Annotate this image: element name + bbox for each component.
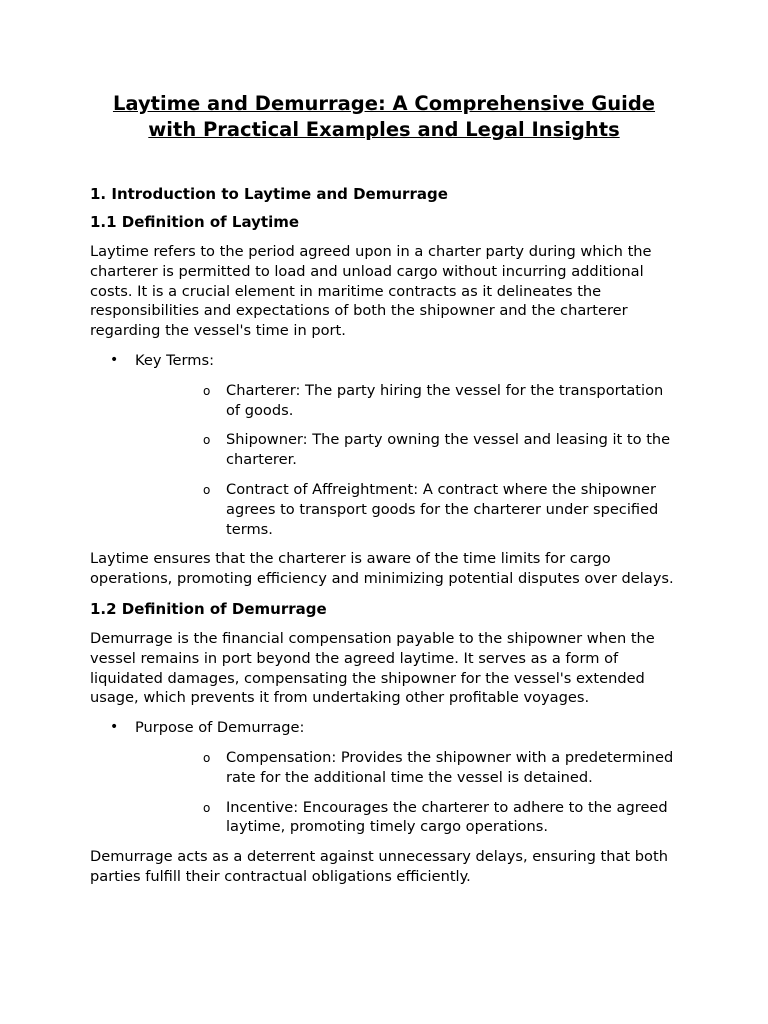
list-item bbox=[90, 718, 678, 837]
list-item bbox=[135, 430, 678, 470]
demurrage-purpose-list bbox=[90, 718, 678, 837]
laytime-definition-paragraph: Laytime refers to the period agreed upon in a charter party during which the charterer is permitted to load and unload cargo without incurring additional costs. It is a crucial element in maritime contracts as it delineates the responsibilities and expectations of both the shipowner and the charterer regarding the vessel's time in port. bbox=[90, 243, 652, 340]
demurrage-closing-paragraph: Demurrage acts as a deterrent against unnecessary delays, ensuring that both parties fulfill their contractual obligations efficiently. bbox=[90, 848, 668, 885]
circle-bullet-icon: o bbox=[203, 383, 211, 398]
list-item bbox=[135, 480, 678, 539]
list-item-text: Incentive: Encourages the charterer to adhere to the agreed laytime, promoting timely cargo operations. bbox=[226, 798, 668, 836]
list-item bbox=[135, 798, 678, 838]
circle-bullet-icon: o bbox=[203, 433, 211, 448]
demurrage-definition-paragraph: Demurrage is the financial compensation payable to the shipowner when the vessel remains in port beyond the agreed laytime. It serves as a form of liquidated damages, compensating the shipowner for the vessel's extended usage, which prevents it from undertaking other profitable voyages. bbox=[90, 629, 655, 707]
list-item bbox=[90, 351, 678, 539]
subsection-heading-demurrage: 1.2 Definition of Demurrage bbox=[90, 599, 327, 618]
list-item-text: Compensation: Provides the shipowner with a predetermined rate for the additional time the vessel is detained. bbox=[226, 748, 674, 786]
demurrage-purpose-sublist bbox=[135, 748, 678, 837]
list-item-label: Key Terms: bbox=[135, 351, 214, 369]
section-heading-introduction: 1. Introduction to Laytime and Demurrage bbox=[90, 185, 448, 203]
subsection-heading-laytime: 1.1 Definition of Laytime bbox=[90, 213, 300, 231]
list-item bbox=[135, 748, 678, 788]
list-item-text: Shipowner: The party owning the vessel and leasing it to the charterer. bbox=[226, 431, 671, 469]
key-terms-sublist bbox=[135, 381, 678, 540]
list-item-text: Contract of Affreightment: A contract where the shipowner agrees to transport goods for the charterer under specified terms. bbox=[226, 480, 659, 538]
key-terms-list bbox=[90, 351, 678, 539]
list-item-text: Charterer: The party hiring the vessel for the transportation of goods. bbox=[226, 381, 664, 419]
list-item bbox=[135, 381, 678, 421]
document-title: Laytime and Demurrage: A Comprehensive Guide with Practical Examples and Legal Insights bbox=[112, 92, 656, 141]
bullet-icon: • bbox=[110, 351, 119, 368]
circle-bullet-icon: o bbox=[203, 750, 211, 765]
laytime-closing-paragraph: Laytime ensures that the charterer is aware of the time limits for cargo operations, promoting efficiency and minimizing potential disputes over delays. bbox=[90, 550, 674, 588]
list-item-label: Purpose of Demurrage: bbox=[135, 719, 305, 737]
circle-bullet-icon: o bbox=[203, 800, 211, 815]
circle-bullet-icon: o bbox=[203, 482, 211, 497]
bullet-icon: • bbox=[110, 719, 119, 736]
